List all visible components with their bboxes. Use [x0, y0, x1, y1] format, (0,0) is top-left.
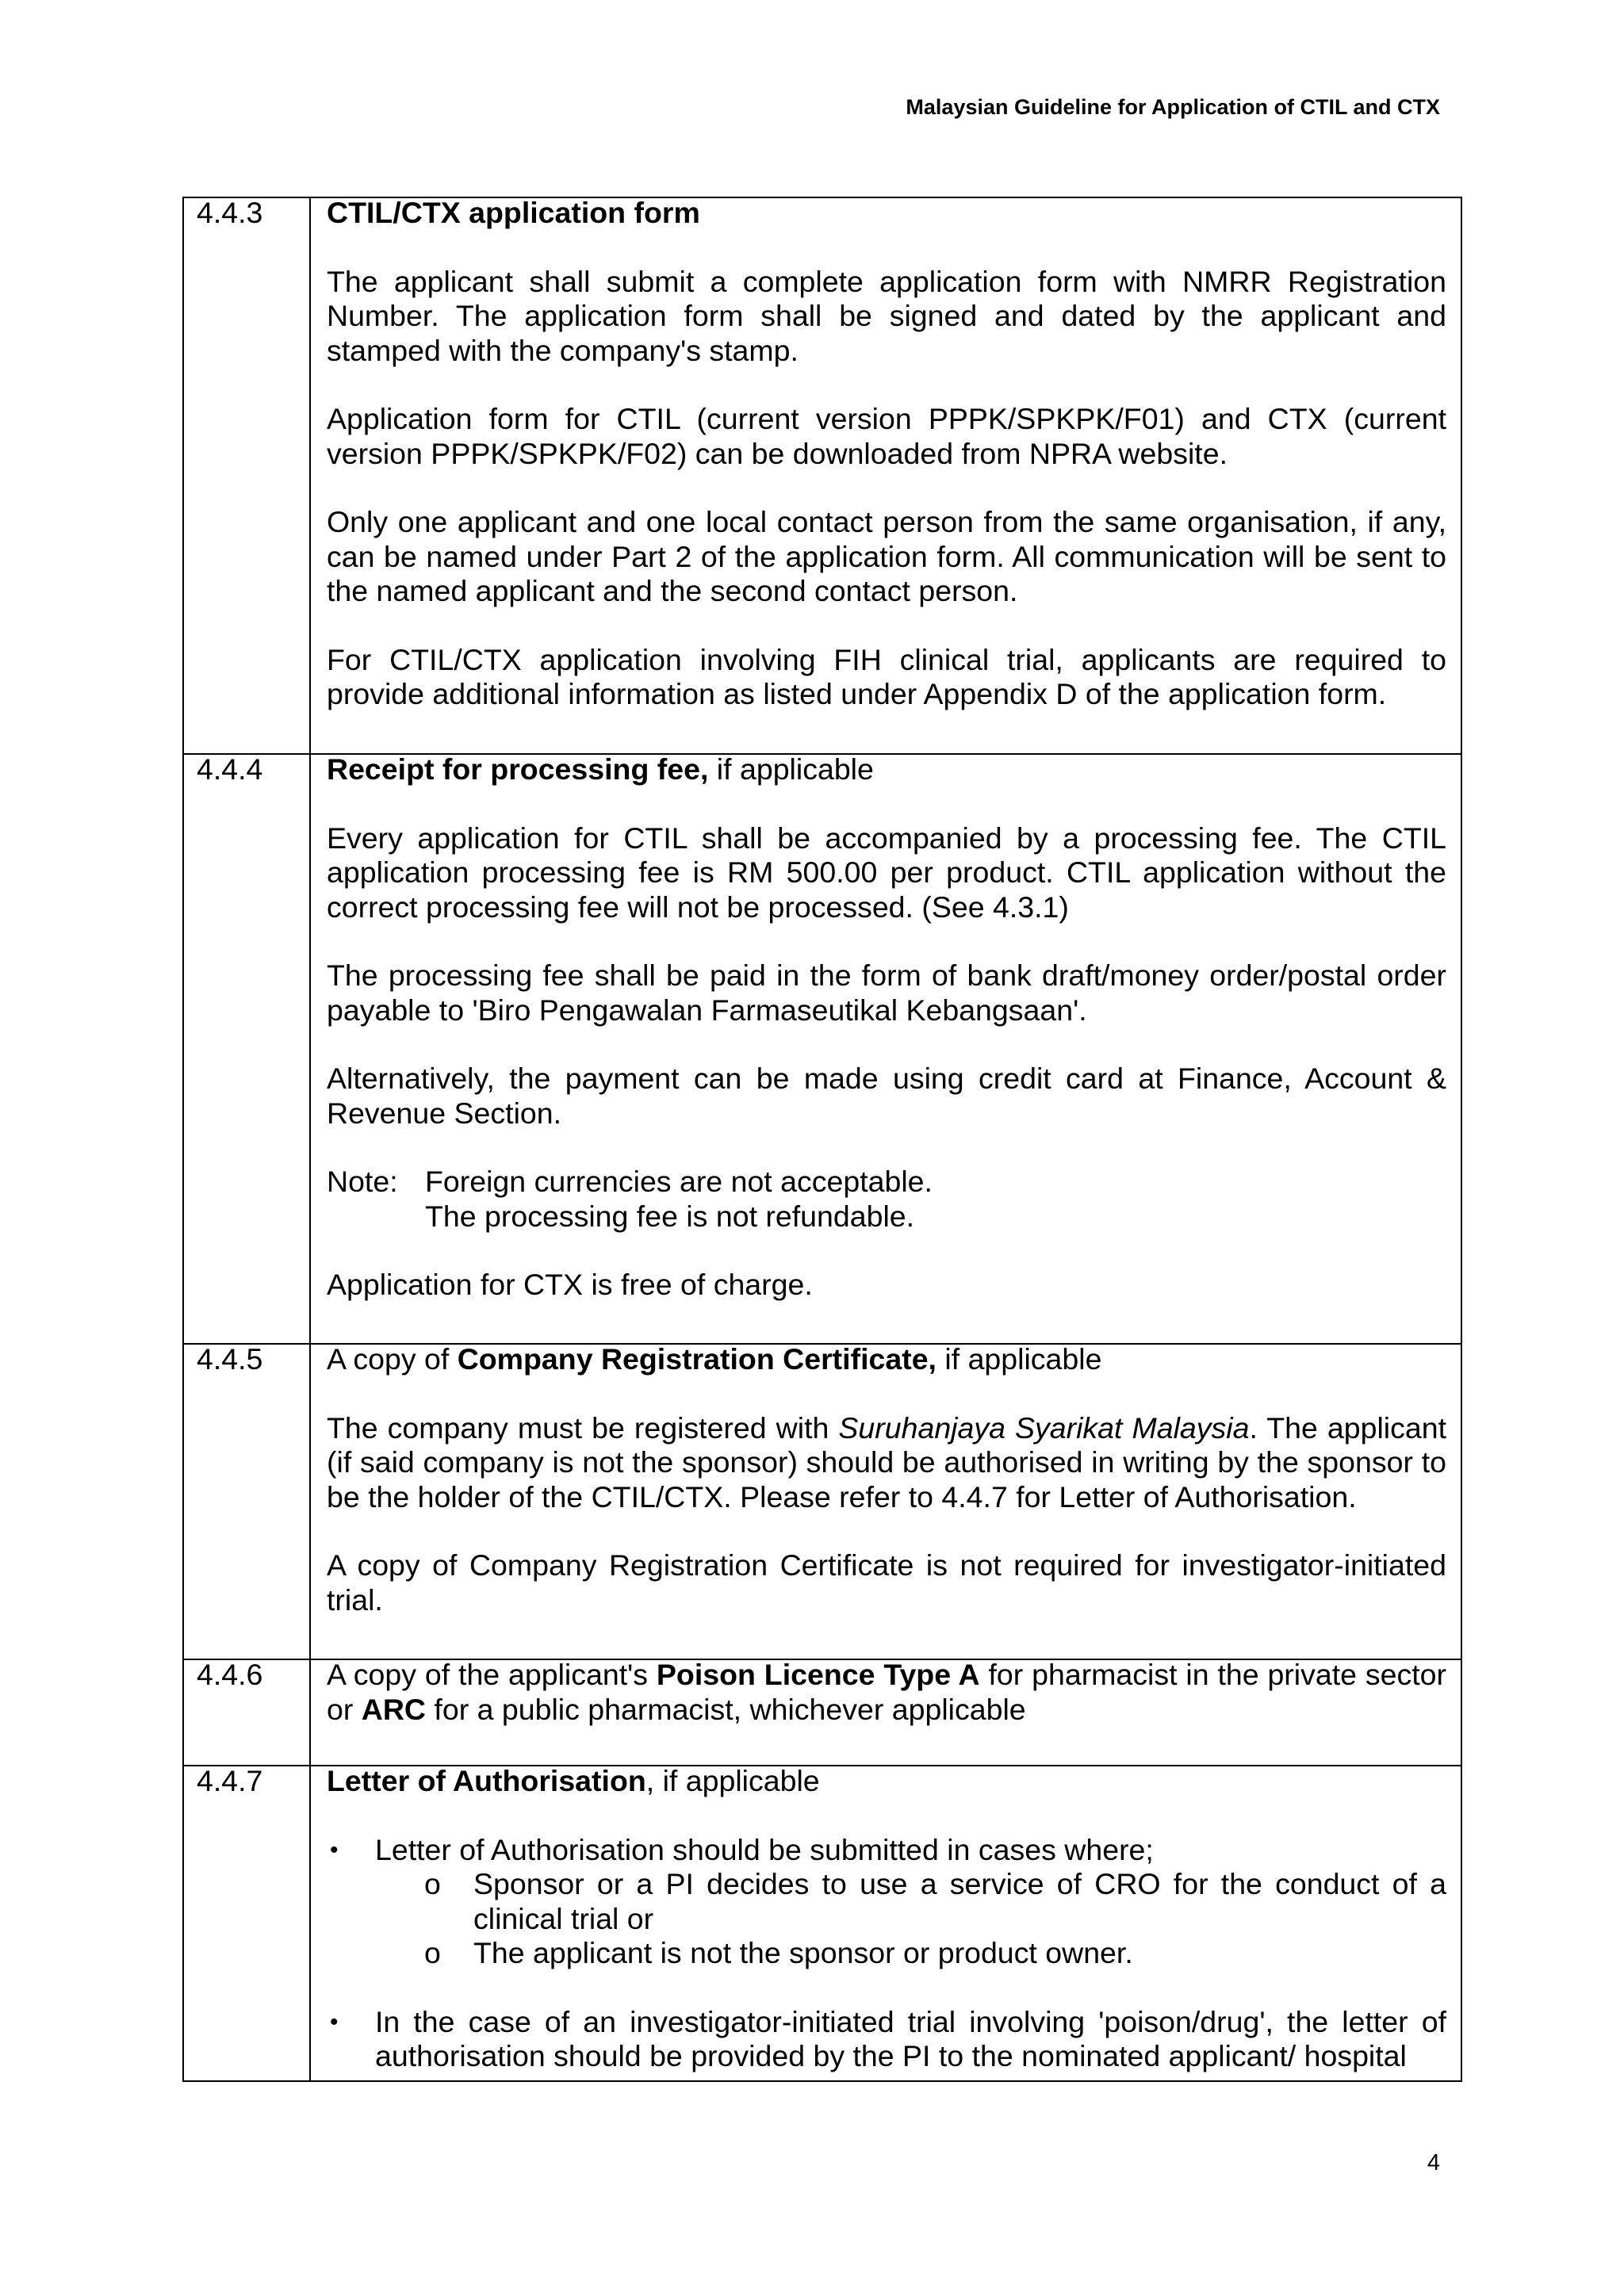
paragraph: A copy of the applicant's Poison Licence Type A for pharmacist in the private sector or ARC for a public pharmacist, whichever applicable	[327, 1658, 1446, 1726]
list-item: • In the case of an investigator-initiated trial involving 'poison/drug', the letter of authorisation should be provided by the PI to the nominated applicant/ hospital	[330, 2004, 1446, 2072]
section-number: 4.4.4	[183, 754, 310, 1344]
page-header-title: Malaysian Guideline for Application of CTIL and CTX	[906, 95, 1440, 119]
paragraph: The company must be registered with Suruhanjaya Syarikat Malaysia. The applicant (if said company is not the sponsor) should be authorised in writing by the sponsor to be the holder of the CTIL/CTX. Please refer to 4.4.7 for Letter of Authorisation.	[327, 1410, 1447, 1513]
paragraph: The processing fee shall be paid in the form of bank draft/money order/postal order payable to 'Biro Pengawalan Farmaseutikal Kebangsaan'.	[327, 959, 1446, 1027]
paragraph: The applicant shall submit a complete application form with NMRR Registration Number. The application form shall be signed and dated by the applicant and stamped with the company's stamp.	[327, 264, 1446, 367]
bullet-list	[327, 1833, 1446, 2074]
paragraph: Every application for CTIL shall be accompanied by a processing fee. The CTIL application processing fee is RM 500.00 per product. CTIL application without the correct processing fee will not be processed. (See 4.3.1)	[327, 821, 1446, 924]
section-content	[310, 1344, 1461, 1659]
note-block	[327, 1165, 1446, 1234]
list-item: o The applicant is not the sponsor or product owner.	[424, 1936, 1133, 1969]
table-row	[183, 1344, 1461, 1659]
section-content	[310, 1766, 1461, 2081]
section-number: 4.4.3	[183, 197, 310, 754]
note-label: Note:	[327, 1165, 398, 1198]
section-title: Receipt for processing fee, if applicable	[327, 752, 874, 786]
circle-bullet-icon: o	[424, 1936, 441, 1969]
paragraph: Application form for CTIL (current version PPPK/SPKPK/F01) and CTX (current version PPPK/SPKPK/F02) can be downloaded from NPRA website.	[327, 402, 1446, 470]
section-content	[310, 1659, 1461, 1766]
requirements-table	[182, 197, 1462, 2082]
table-row	[183, 1766, 1461, 2081]
table-row	[183, 197, 1461, 754]
note-line: The processing fee is not refundable.	[425, 1199, 915, 1233]
section-title: CTIL/CTX application form	[327, 196, 700, 229]
table-row	[183, 1659, 1461, 1766]
page-number: 4	[1427, 2150, 1440, 2175]
paragraph: For CTIL/CTX application involving FIH clinical trial, applicants are required to provide additional information as listed under Appendix D of the application form.	[327, 642, 1446, 710]
paragraph: A copy of Company Registration Certificate is not required for investigator-initiated trial.	[327, 1548, 1446, 1617]
note-line: Foreign currencies are not acceptable.	[425, 1165, 933, 1198]
list-item: o Sponsor or a PI decides to use a service of CRO for the conduct of a clinical trial or	[424, 1867, 1446, 1935]
section-title: A copy of Company Registration Certificate, if applicable	[327, 1342, 1102, 1376]
paragraph: Application for CTX is free of charge.	[327, 1268, 813, 1301]
section-content	[310, 754, 1461, 1344]
section-title: Letter of Authorisation, if applicable	[327, 1764, 820, 1797]
bullet-icon: •	[330, 2008, 339, 2035]
section-number: 4.4.6	[183, 1659, 310, 1766]
section-number: 4.4.7	[183, 1766, 310, 2081]
section-number: 4.4.5	[183, 1344, 310, 1659]
sub-list	[375, 1867, 1446, 1971]
bullet-icon: •	[330, 1836, 339, 1863]
list-item: • Letter of Authorisation should be submitted in cases where; o Sponsor or a PI decides to use a service of CRO for the conduct of a clinical trial or o The applicant is not the sponsor or product owner.	[330, 1832, 1446, 1969]
table-row	[183, 754, 1461, 1344]
paragraph: Only one applicant and one local contact person from the same organisation, if any, can be named under Part 2 of the application form. All communication will be sent to the named applicant and the second contact person.	[327, 505, 1446, 607]
section-content	[310, 197, 1461, 754]
circle-bullet-icon: o	[424, 1867, 441, 1900]
paragraph: Alternatively, the payment can be made using credit card at Finance, Account & Revenue Section.	[327, 1062, 1446, 1130]
